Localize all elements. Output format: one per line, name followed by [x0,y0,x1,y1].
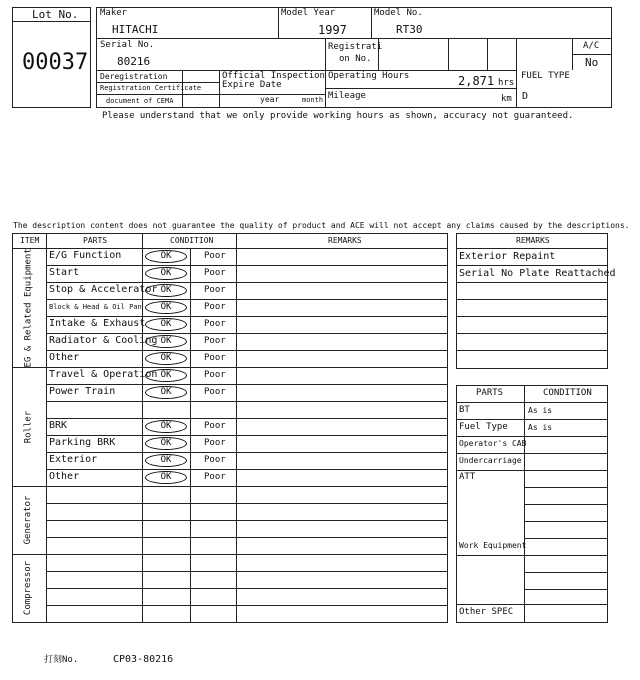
col-remarks-header: REMARKS [328,236,362,245]
poor-option[interactable]: Poor [204,319,226,329]
document-cema-label: document of CEMA [106,97,174,105]
parts-row-label: Other SPEC [459,607,514,617]
poor-option[interactable]: Poor [204,251,226,261]
ok-option[interactable]: OK [145,318,187,331]
remark-item: Exterior Repaint [459,251,556,262]
mileage-label: Mileage [328,91,366,101]
ok-option[interactable]: OK [145,420,187,433]
registration-label-1: Registrati [328,42,383,52]
km-label: km [501,94,512,104]
stamp-label: 打刻No. [44,655,79,665]
deregistration-label: Deregistration [100,72,168,81]
part-name: Other [49,471,80,482]
month-label: month [302,96,324,104]
col-parts-header: PARTS [83,236,108,245]
stamp-value: CP03-80216 [113,654,174,665]
part-name: BRK [49,420,68,431]
ok-option[interactable]: OK [145,437,187,450]
ac-value: No [585,56,599,69]
parts-row-label: Operator's CAB [459,439,527,448]
ok-option[interactable]: OK [145,386,187,399]
part-name: Parking BRK [49,437,116,448]
ok-option[interactable]: OK [145,335,187,348]
model-no-value: RT30 [396,23,423,36]
part-name: Block & Head & Oil Pan [49,303,142,311]
condition-col-header: CONDITION [543,388,592,398]
section-label: EG & Related Equipment [23,247,33,367]
poor-option[interactable]: Poor [204,370,226,380]
ok-option[interactable]: OK [145,284,187,297]
hrs-label: hrs [498,78,515,88]
poor-option[interactable]: Poor [204,336,226,346]
ok-option[interactable]: OK [145,250,187,263]
model-no-label: Model No. [374,8,423,18]
registration-label-2: on No. [339,54,372,64]
inspection-label-2: Expire Date [222,80,282,90]
remarks-table-header: REMARKS [516,236,550,245]
parts-row-label: BT [459,405,470,415]
parts-row-label: Undercarriage [459,456,522,465]
model-year-value: 1997 [318,23,347,37]
poor-option[interactable]: Poor [204,472,226,482]
poor-option[interactable]: Poor [204,302,226,312]
maker-label: Maker [100,8,128,18]
ok-option[interactable]: OK [145,471,187,484]
registration-certificate-label: Registration Certificate [100,84,202,92]
section-label: Generator [23,495,33,545]
part-name: E/G Function [49,250,122,261]
part-name: Other [49,352,80,363]
poor-option[interactable]: Poor [204,455,226,465]
year-label: year [260,95,280,104]
poor-option[interactable]: Poor [204,285,226,295]
parts-row-label: ATT [459,472,476,482]
fuel-type-label: FUEL TYPE [521,71,570,81]
operating-hours-label: Operating Hours [328,71,410,81]
ok-option[interactable]: OK [145,301,187,314]
col-condition-header: CONDITION [170,236,214,245]
parts-row-label: Fuel Type [459,422,508,432]
maker-value: HITACHI [112,23,159,36]
hours-disclaimer: Please understand that we only provide working hours as shown, accuracy not guaranteed. [102,111,574,121]
remark-item: Serial No Plate Reattached [459,268,616,279]
part-name: Intake & Exhaust [49,318,146,329]
fuel-type-value: D [522,91,529,102]
col-item-header: ITEM [20,236,40,245]
part-name: Power Train [49,386,116,397]
poor-option[interactable]: Poor [204,387,226,397]
ac-label: A/C [583,41,600,51]
model-year-label: Model Year [281,8,336,18]
description-disclaimer: The description content does not guarantee the quality of product and ACE will not accept any claims caused by the descriptions. [13,221,630,230]
lot-no-label: Lot No. [32,8,79,21]
parts-row-label: Work Equipment [459,541,527,550]
ok-option[interactable]: OK [145,267,187,280]
poor-option[interactable]: Poor [204,353,226,363]
part-name: Radiator & Cooling [49,335,158,346]
part-name: Travel & Operation [49,369,158,380]
section-label: Roller [23,410,33,443]
part-name: Stop & Accelerator [49,284,158,295]
parts-col-header: PARTS [476,388,504,398]
part-name: Exterior [49,454,98,465]
serial-no-label: Serial No. [100,40,155,50]
inspection-label-1: Official Inspection [222,71,325,81]
lot-no-value: 00037 [22,50,89,75]
parts-row-condition: As is [528,423,553,432]
parts-row-condition: As is [528,406,553,415]
poor-option[interactable]: Poor [204,268,226,278]
part-name: Start [49,267,80,278]
section-label: Compressor [23,560,33,616]
poor-option[interactable]: Poor [204,421,226,431]
ok-option[interactable]: OK [145,454,187,467]
poor-option[interactable]: Poor [204,438,226,448]
operating-hours-value: 2,871 [458,74,495,88]
serial-no-value: 80216 [117,55,151,68]
ok-option[interactable]: OK [145,352,187,365]
ok-option[interactable]: OK [145,369,187,382]
